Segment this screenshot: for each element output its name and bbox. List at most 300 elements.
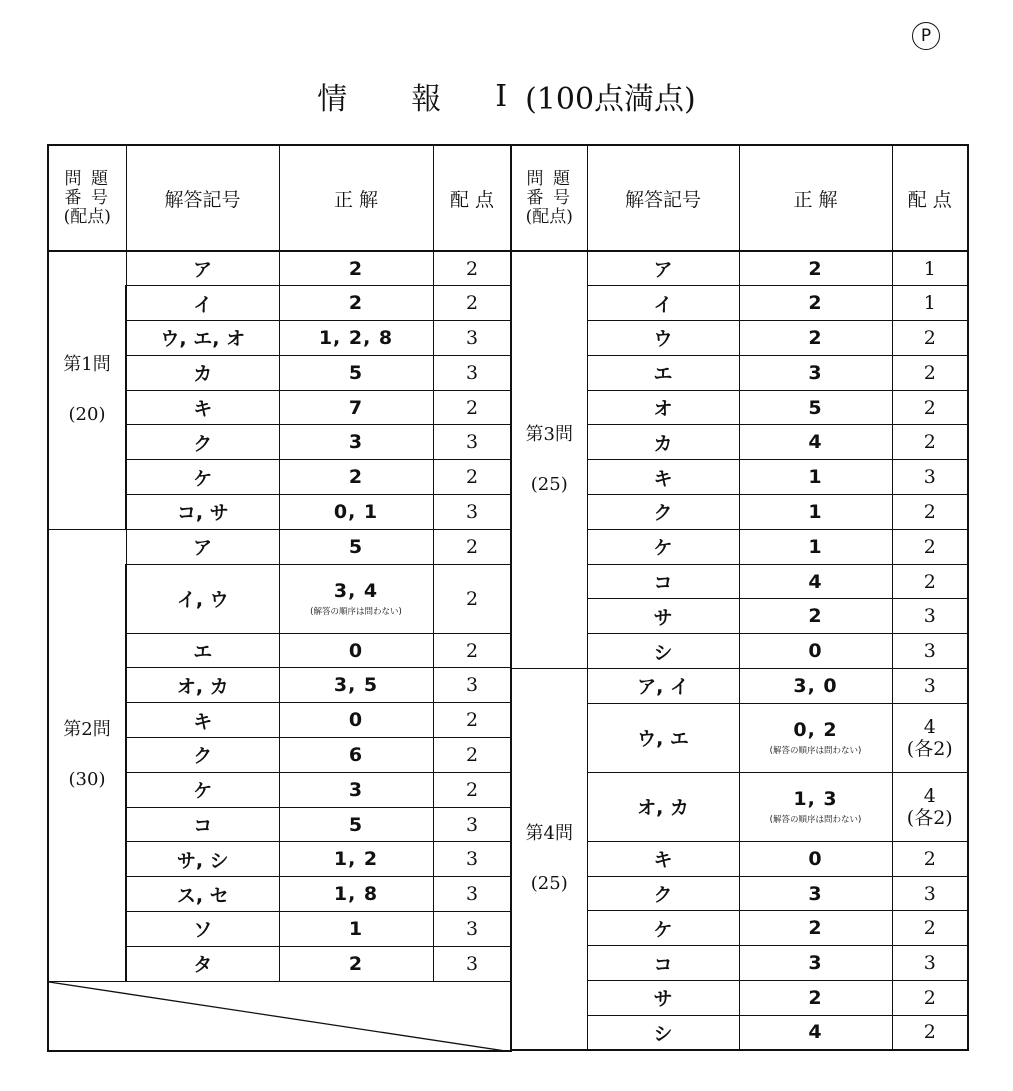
- header-points-label: 配 点: [449, 188, 495, 211]
- points-value-text: 3: [465, 500, 479, 523]
- correct-answer-text: 2: [348, 952, 364, 975]
- version-badge-text: P: [920, 26, 932, 46]
- points-value-text: 1: [923, 257, 936, 280]
- correct-answer-text: 3: [808, 952, 823, 975]
- question-points: (25): [530, 474, 568, 496]
- correct-answer: [279, 355, 433, 390]
- answer-symbol-text: キ: [653, 467, 673, 490]
- answer-symbol: [587, 321, 739, 356]
- answer-symbol-text: オ, カ: [637, 797, 689, 820]
- question-points: (25): [530, 873, 568, 895]
- correct-answer-text: 3, 5: [333, 674, 379, 697]
- order-note: (解答の順序は問わない): [769, 815, 862, 826]
- question-cell-q1: [48, 251, 126, 529]
- points-value-text: 3: [465, 813, 479, 836]
- answer-symbol-text: サ, シ: [176, 849, 229, 872]
- points-value: [892, 703, 968, 772]
- points-value-text: 3: [923, 674, 936, 697]
- points-value-text: 2: [923, 847, 936, 870]
- answer-symbol-text: ス, セ: [176, 884, 229, 907]
- points-value-text: 2: [923, 570, 936, 593]
- answer-symbol-text: イ: [653, 293, 673, 316]
- correct-answer: [279, 251, 433, 286]
- title-subject-roman: I: [495, 78, 508, 114]
- correct-answer-text: 3: [348, 778, 364, 801]
- answer-symbol-text: タ: [193, 954, 213, 977]
- answer-symbol-text: キ: [653, 849, 673, 872]
- header-question-line1: 問 題: [526, 168, 572, 189]
- points-value: [433, 286, 511, 321]
- answer-symbol-text: カ: [193, 363, 213, 386]
- answer-symbol: [587, 425, 739, 460]
- correct-answer-text: 5: [348, 361, 364, 384]
- correct-answer-text: 1: [808, 500, 823, 523]
- answer-symbol: [126, 321, 279, 356]
- points-value: [892, 981, 968, 1016]
- header-points: [892, 145, 968, 251]
- points-value: [433, 668, 511, 703]
- answer-symbol: [126, 772, 279, 807]
- answer-symbol: [587, 634, 739, 669]
- correct-answer: [739, 599, 892, 634]
- answer-symbol: [587, 495, 739, 530]
- header-correct: [739, 145, 892, 251]
- correct-answer-text: 0, 2: [793, 719, 838, 742]
- answer-table-left: [47, 144, 512, 1052]
- answer-symbol-text: サ: [653, 988, 673, 1011]
- points-value: [433, 633, 511, 668]
- answer-symbol-text: コ: [193, 815, 213, 838]
- points-value-text: 3: [923, 952, 936, 975]
- header-row: [511, 145, 968, 251]
- header-question: [48, 145, 126, 251]
- correct-answer: [739, 425, 892, 460]
- answer-row: [48, 251, 511, 286]
- points-value: [892, 876, 968, 911]
- answer-symbol: [587, 876, 739, 911]
- answer-symbol: [126, 738, 279, 773]
- correct-answer: [739, 772, 892, 841]
- order-note: (解答の順序は問わない): [310, 607, 402, 618]
- correct-answer: [739, 634, 892, 669]
- order-note: (解答の順序は問わない): [769, 746, 862, 757]
- header-question-line2: 番 号: [526, 187, 572, 208]
- correct-answer: [739, 946, 892, 981]
- correct-answer-text: 2: [348, 292, 364, 315]
- points-value-text: 2: [465, 396, 479, 419]
- question-label: 第2問: [63, 719, 111, 741]
- points-value: [892, 946, 968, 981]
- points-value: [892, 529, 968, 564]
- answer-symbol-text: ア, イ: [637, 676, 689, 699]
- points-value-text: 3: [465, 952, 479, 975]
- title-subject-char1: 情: [317, 82, 348, 117]
- question-cell-q3: [511, 251, 587, 669]
- answer-symbol: [126, 460, 279, 495]
- answer-symbol-text: シ: [653, 641, 673, 664]
- points-value: [433, 495, 511, 530]
- points-value-text: 2: [465, 778, 479, 801]
- points-value-text: 2: [923, 917, 936, 940]
- answer-symbol-text: ケ: [653, 918, 673, 941]
- correct-answer: [279, 286, 433, 321]
- points-value: [892, 599, 968, 634]
- question-label: 第4問: [525, 823, 573, 845]
- question-cell-q2: [48, 529, 126, 981]
- answer-symbol: [587, 1015, 739, 1050]
- correct-answer-text: 1, 8: [333, 883, 379, 906]
- answer-symbol: [126, 633, 279, 668]
- answer-symbol-text: オ: [653, 398, 673, 421]
- question-points: (20): [68, 404, 106, 426]
- header-row: [48, 145, 511, 251]
- points-value-text: 3: [465, 917, 479, 940]
- answer-symbol-text: ク: [653, 884, 673, 907]
- correct-answer-text: 3, 4: [333, 580, 379, 603]
- answer-symbol: [587, 772, 739, 841]
- correct-answer: [279, 633, 433, 668]
- answer-symbol-text: コ, サ: [176, 502, 229, 525]
- points-value: [892, 286, 968, 321]
- points-value-text: 4: [923, 715, 936, 738]
- points-value: [433, 703, 511, 738]
- correct-answer: [739, 841, 892, 876]
- answer-symbol-text: シ: [653, 1022, 673, 1045]
- points-value: [433, 321, 511, 356]
- answer-symbol-text: キ: [193, 710, 213, 733]
- points-value: [892, 1015, 968, 1050]
- answer-symbol-text: コ: [653, 572, 673, 595]
- correct-answer: [739, 355, 892, 390]
- answer-symbol: [587, 286, 739, 321]
- correct-answer-text: 4: [808, 431, 823, 454]
- answer-symbol: [587, 460, 739, 495]
- question-points: (30): [68, 769, 106, 791]
- answer-symbol: [126, 877, 279, 912]
- answer-symbol-text: ア: [192, 259, 212, 282]
- header-correct-label: 正 解: [793, 188, 838, 211]
- answer-symbol: [587, 390, 739, 425]
- answer-symbol: [126, 842, 279, 877]
- points-value: [433, 251, 511, 286]
- answer-symbol: [587, 841, 739, 876]
- points-value: [892, 321, 968, 356]
- points-value-text: 3: [923, 605, 936, 628]
- points-value-text: 2: [923, 431, 936, 454]
- answer-symbol-text: ア: [192, 537, 212, 560]
- header-points-label: 配 点: [907, 188, 952, 211]
- answer-symbol-text: エ: [653, 363, 673, 386]
- points-value-text: 2: [923, 361, 936, 384]
- correct-answer-text: 0: [808, 847, 823, 870]
- correct-answer-text: 4: [808, 570, 823, 593]
- answer-symbol: [587, 564, 739, 599]
- correct-answer-text: 1, 2: [333, 848, 379, 871]
- correct-answer-text: 2: [808, 605, 823, 628]
- correct-answer-text: 3: [348, 431, 364, 454]
- version-badge: [912, 22, 940, 50]
- correct-answer: [739, 1015, 892, 1050]
- question-cell-q4: [511, 669, 587, 1051]
- points-value: [433, 912, 511, 947]
- header-question-line2: 番 号: [64, 187, 110, 208]
- title-subject-char2: 報: [411, 82, 442, 117]
- points-value-text: 2: [465, 535, 479, 558]
- points-value-text: 2: [465, 257, 479, 280]
- answer-symbol-text: ウ, エ, オ: [160, 328, 246, 351]
- points-value-text: 3: [465, 361, 479, 384]
- header-answer-symbol-label: 解答記号: [624, 188, 701, 211]
- points-value: [433, 842, 511, 877]
- answer-symbol-text: エ: [193, 641, 213, 664]
- points-value: [433, 460, 511, 495]
- answer-symbol: [126, 807, 279, 842]
- correct-answer: [739, 390, 892, 425]
- correct-answer: [279, 425, 433, 460]
- correct-answer: [739, 286, 892, 321]
- correct-answer: [279, 390, 433, 425]
- points-value-text: 2: [923, 535, 936, 558]
- points-value-text: 3: [465, 848, 479, 871]
- answer-symbol: [587, 251, 739, 286]
- answer-symbol: [126, 390, 279, 425]
- header-answer-symbol-label: 解答記号: [164, 188, 241, 211]
- points-value-text: 3: [923, 882, 936, 905]
- answer-symbol: [126, 425, 279, 460]
- correct-answer: [279, 321, 433, 356]
- answer-symbol: [126, 355, 279, 390]
- points-value-text: 2: [465, 292, 479, 315]
- correct-answer-text: 3, 0: [793, 674, 838, 697]
- points-value-text: 2: [465, 743, 479, 766]
- answer-symbol: [126, 251, 279, 286]
- answer-symbol: [587, 911, 739, 946]
- answer-symbol-text: ケ: [653, 537, 673, 560]
- header-answer-symbol: [126, 145, 279, 251]
- answer-symbol: [126, 564, 279, 633]
- points-value: [892, 564, 968, 599]
- answer-symbol-text: カ: [653, 432, 673, 455]
- points-value: [892, 772, 968, 841]
- points-value: [433, 390, 511, 425]
- correct-answer: [279, 912, 433, 947]
- correct-answer: [739, 911, 892, 946]
- answer-row: [511, 251, 968, 286]
- points-value: [433, 946, 511, 981]
- correct-answer: [739, 876, 892, 911]
- answer-symbol: [587, 355, 739, 390]
- answer-symbol-text: ク: [193, 745, 213, 768]
- points-value: [892, 425, 968, 460]
- answer-symbol-text: キ: [193, 398, 213, 421]
- correct-answer: [279, 738, 433, 773]
- correct-answer: [279, 529, 433, 564]
- answer-symbol: [126, 286, 279, 321]
- points-value: [892, 634, 968, 669]
- points-value-text: 2: [923, 986, 936, 1009]
- correct-answer-text: 1, 2, 8: [318, 326, 394, 349]
- points-value: [892, 251, 968, 286]
- correct-answer-text: 1: [348, 917, 364, 940]
- answer-symbol-text: ク: [193, 432, 213, 455]
- answer-symbol-text: ウ, エ: [637, 728, 689, 751]
- header-correct: [279, 145, 433, 251]
- points-value-text: 3: [465, 674, 479, 697]
- points-each-note: (各2): [906, 737, 953, 760]
- correct-answer-text: 3: [808, 882, 823, 905]
- points-value: [433, 738, 511, 773]
- points-value: [892, 669, 968, 704]
- correct-answer-text: 2: [808, 326, 823, 349]
- header-correct-label: 正 解: [333, 188, 379, 211]
- correct-answer: [279, 946, 433, 981]
- correct-answer-text: 1, 3: [793, 788, 838, 811]
- correct-answer: [279, 668, 433, 703]
- points-value: [433, 425, 511, 460]
- correct-answer-text: 7: [348, 396, 364, 419]
- correct-answer-text: 5: [348, 535, 364, 558]
- correct-answer-text: 5: [348, 813, 364, 836]
- correct-answer-text: 5: [808, 396, 823, 419]
- correct-answer: [279, 495, 433, 530]
- answer-symbol: [126, 495, 279, 530]
- points-value: [892, 841, 968, 876]
- correct-answer: [279, 703, 433, 738]
- header-question-line1: 問 題: [64, 168, 110, 189]
- correct-answer: [739, 564, 892, 599]
- points-value: [433, 877, 511, 912]
- correct-answer: [739, 321, 892, 356]
- points-value-text: 3: [465, 431, 479, 454]
- correct-answer: [279, 842, 433, 877]
- answer-symbol-text: オ, カ: [176, 675, 229, 698]
- page-title: [0, 72, 1013, 120]
- points-value: [892, 911, 968, 946]
- points-value: [892, 495, 968, 530]
- answer-symbol: [587, 529, 739, 564]
- points-each-note: (各2): [906, 806, 953, 829]
- correct-answer-text: 2: [808, 292, 823, 315]
- points-value: [433, 355, 511, 390]
- answer-symbol-text: コ: [653, 953, 673, 976]
- header-question-line3: (配点): [525, 206, 573, 227]
- correct-answer: [739, 669, 892, 704]
- answer-symbol-text: ケ: [193, 467, 213, 490]
- points-value-text: 2: [465, 639, 479, 662]
- correct-answer: [739, 703, 892, 772]
- correct-answer-text: 0: [808, 640, 823, 663]
- answer-symbol-text: ウ: [653, 328, 673, 351]
- correct-answer: [739, 495, 892, 530]
- diagonal-line: [49, 982, 512, 1052]
- answer-table-right: [510, 144, 969, 1051]
- answer-symbol: [126, 946, 279, 981]
- correct-answer: [739, 529, 892, 564]
- points-value: [892, 355, 968, 390]
- points-value-text: 2: [923, 500, 936, 523]
- header-question-line3: (配点): [63, 206, 111, 227]
- correct-answer: [739, 460, 892, 495]
- correct-answer-text: 0: [348, 639, 364, 662]
- correct-answer-text: 2: [348, 257, 364, 280]
- blank-row: [48, 981, 511, 1051]
- question-label: 第1問: [63, 354, 111, 376]
- answer-symbol-text: ケ: [193, 780, 213, 803]
- answer-symbol-text: ソ: [193, 919, 213, 942]
- correct-answer-text: 2: [348, 466, 364, 489]
- answer-symbol-text: サ: [653, 606, 673, 629]
- answer-symbol: [126, 703, 279, 738]
- answer-symbol: [587, 669, 739, 704]
- points-value: [433, 564, 511, 633]
- points-value-text: 3: [465, 883, 479, 906]
- points-value-text: 2: [923, 326, 936, 349]
- points-value: [433, 772, 511, 807]
- points-value-text: 2: [465, 466, 479, 489]
- correct-answer: [279, 772, 433, 807]
- answer-row: [48, 529, 511, 564]
- points-value: [433, 529, 511, 564]
- question-label: 第3問: [525, 424, 573, 446]
- points-value-text: 2: [465, 709, 479, 732]
- points-value-text: 3: [465, 326, 479, 349]
- correct-answer: [279, 460, 433, 495]
- points-value-text: 1: [923, 292, 936, 315]
- correct-answer: [739, 981, 892, 1016]
- blank-cell: [48, 981, 511, 1051]
- points-value-text: 3: [923, 466, 936, 489]
- correct-answer: [739, 251, 892, 286]
- answer-symbol: [587, 599, 739, 634]
- correct-answer-text: 2: [808, 986, 823, 1009]
- points-value-text: 3: [923, 640, 936, 663]
- points-value-text: 2: [465, 587, 479, 610]
- points-value-text: 4: [923, 784, 936, 807]
- correct-answer-text: 4: [808, 1021, 823, 1044]
- title-full-marks: (100点満点): [525, 82, 696, 117]
- answer-symbol: [126, 668, 279, 703]
- correct-answer-text: 3: [808, 361, 823, 384]
- correct-answer-text: 2: [808, 917, 823, 940]
- correct-answer-text: 1: [808, 535, 823, 558]
- correct-answer: [279, 564, 433, 633]
- answer-symbol: [126, 912, 279, 947]
- points-value-text: 2: [923, 1021, 936, 1044]
- correct-answer-text: 2: [808, 257, 823, 280]
- correct-answer: [279, 877, 433, 912]
- answer-symbol-text: イ, ウ: [176, 589, 229, 612]
- points-value: [433, 807, 511, 842]
- answer-row: [511, 669, 968, 704]
- answer-symbol: [587, 981, 739, 1016]
- answer-symbol: [126, 529, 279, 564]
- answer-symbol: [587, 703, 739, 772]
- answer-symbol: [587, 946, 739, 981]
- points-value-text: 2: [923, 396, 936, 419]
- header-answer-symbol: [587, 145, 739, 251]
- correct-answer: [279, 807, 433, 842]
- answer-symbol-text: イ: [193, 293, 213, 316]
- header-points: [433, 145, 511, 251]
- points-value: [892, 460, 968, 495]
- header-question: [511, 145, 587, 251]
- answer-symbol-text: ア: [653, 259, 673, 282]
- answer-symbol-text: ク: [653, 502, 673, 525]
- correct-answer-text: 6: [348, 743, 364, 766]
- correct-answer-text: 0, 1: [333, 500, 379, 523]
- correct-answer-text: 0: [348, 709, 364, 732]
- points-value: [892, 390, 968, 425]
